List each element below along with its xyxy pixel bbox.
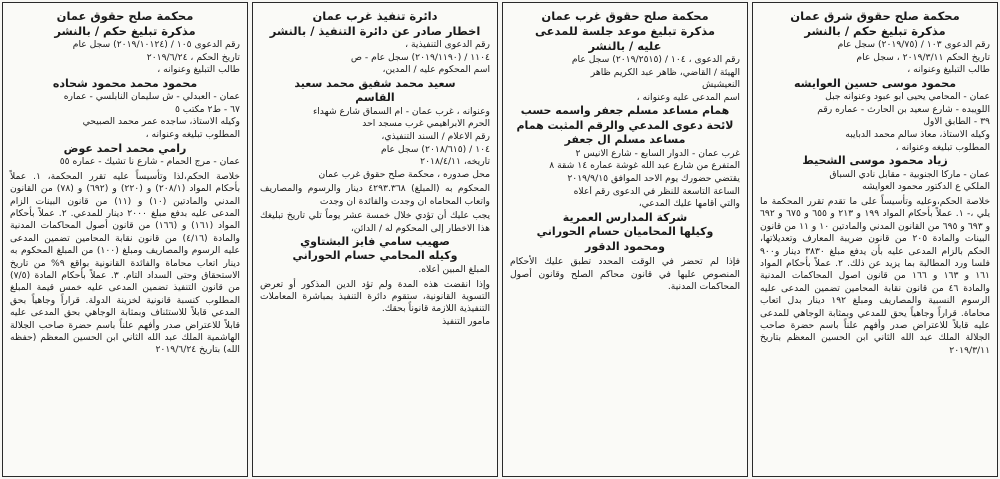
notice-line: مساعد مسلم ال جعفر bbox=[564, 133, 686, 147]
notice-line: رقم الدعوى ١٠٥ / (٢٠١٩/١٠١٢٤) سجل عام bbox=[72, 39, 240, 50]
notice-title: دائرة تنفيذ غرب عمان bbox=[312, 9, 438, 23]
notice-line: ٦٧ - ط٢ مكتب ٥ bbox=[174, 103, 240, 115]
notice-line: المطلوب تبليغه وعنوانه ، bbox=[895, 141, 990, 153]
notice-line: ٣٩ - الطابق الاول bbox=[923, 116, 990, 128]
notice-title: اخطار صادر عن دائرة التنفيذ / بالنشر bbox=[269, 24, 481, 38]
notice-line: يقتضي حضورك يوم الاحد الموافق ٢٠١٩/٩/١٥ bbox=[567, 173, 740, 185]
notice-line: وكيله الاستاذ، ساجده عمر محمد الصبيحي bbox=[82, 116, 240, 128]
notice-line: محمود موسى حسين العوايشه bbox=[793, 76, 957, 90]
notice-line: النعيشيش bbox=[701, 79, 740, 91]
notice-line: اسم المدعى عليه وعنوانه ، bbox=[636, 91, 740, 103]
notice-line: غرب عمان - الدوار السابع - شارع الانيس ٢ bbox=[575, 147, 740, 159]
notice-east-amman-judgment bbox=[752, 2, 998, 477]
notice-line: طالب التبليغ وعنوانه ، bbox=[157, 64, 240, 76]
notice-line: زياد محمود موسى الشحيط bbox=[802, 154, 948, 168]
notice-line: رقم الدعوى ١٠٣ / (٢٠١٩/٧٥) سجل عام bbox=[837, 39, 990, 50]
notice-line: القاسم bbox=[355, 91, 395, 105]
notice-paragraph: خلاصة الحكم،وعليه وتأسيساً على ما تقدم تقرر المحكمة ما يلي ،- ١. عملاً بأحكام المواد ١٩٩ و ٢١٣ و ٦٥٥ و ٦٧٥ و ٦٩٢ و ٦٩٣ و ٦٩٥ من القانون المدني والمادتين ١٠ و ١١ من قانون البينات والمادة ٢٠٥ من قانون ضريبة المعارف وتعديلاتها، الحكم بالزام المدعى عليه بأن يدفع مبلغ ٣٨٣٠ دينار و٩٠٠ فلسا ورد المطالبة بما يزيد عن ذلك. ٢. عملاً بأحكام المواد ١٦١ و ١٦٣ و ١٦٦ من قانون اصول المحاكمات المدنية والمادة ٤٦ من قانون نقابة المحامين تضمين المدعى عليه الرسوم النسبية والمصاريف ومبلغ ١٩٢ دينار بدل اتعاب محاماة. قراراً وجاهياً يحق للمدعي وبمثابة الوجاهي للمدعى عليه قابلاً للاعتراض صدر وأفهم علناً باسم حضرة صاحب الجلالة الملك عبد الله الثاني ابن الحسين المعظم بتاريخ ٢٠١٩/٣/١١ bbox=[760, 195, 991, 356]
notice-line: رامي محمد احمد عوض bbox=[63, 141, 187, 155]
notice-line: مأمور التنفيذ bbox=[442, 315, 490, 327]
notice-line: وعنوانه ، غرب عمان - ام السماق شارع شهداء bbox=[312, 105, 490, 117]
notice-line: رقم الدعوى التنفيذية ، bbox=[405, 39, 490, 50]
notice-west-amman-execution bbox=[252, 2, 498, 477]
notice-title: عليه / بالنشر bbox=[588, 39, 662, 53]
notice-line: ١١٠٤ / (٢٠١٩/١١٩٠) سجل عام - ص bbox=[350, 51, 490, 63]
notice-line: الساعة التاسعة للنظر في الدعوى رقم أعلاه bbox=[573, 185, 740, 197]
notice-line: صهيب سامي فايز البشتاوي bbox=[300, 234, 450, 248]
notice-line: المطلوب تبليغه وعنوانه ، bbox=[145, 129, 240, 141]
notices-page bbox=[2, 2, 998, 477]
notice-west-amman-hearing bbox=[502, 2, 748, 477]
notice-title: مذكرة تبليغ حكم / بالنشر bbox=[54, 24, 196, 38]
notice-paragraph: يجب عليك أن تؤدي خلال خمسة عشر يوماً تلي تاريخ تبليغك هذا الاخطار إلى المحكوم له / الدائن، bbox=[260, 210, 490, 234]
notice-line: الحرم الابراهيمي غرب مسجد احد bbox=[362, 118, 490, 130]
notice-line: لائحة دعوى المدعي والرقم المثبت همام bbox=[516, 118, 734, 132]
notice-line: محل صدوره ، محكمة صلح حقوق غرب عمان bbox=[318, 168, 490, 180]
notice-title: مذكرة تبليغ حكم / بالنشر bbox=[804, 24, 946, 38]
notice-line: تاريخ الحكم ٢٠١٩/٣/١١ ، سجل عام bbox=[856, 51, 990, 63]
notice-paragraph: المحكوم به (المبلغ) ٤٢٩٣.٣٦٨ دينار والرسوم والمصاريف واتعاب المحاماه ان وجدت والفائدة ان وجدت bbox=[260, 183, 490, 207]
notice-line: الهيئة / القاضي، ظاهر عبد الكريم ظاهر bbox=[590, 66, 740, 78]
notice-line: شركة المدارس العمرية bbox=[562, 210, 688, 224]
notice-title: محكمة صلح حقوق عمان bbox=[56, 9, 194, 23]
notice-line: ومحمود الدقور bbox=[584, 239, 665, 253]
notice-line: المبلغ المبين أعلاه. bbox=[418, 263, 490, 275]
notice-line: ١٠٤ / (٢٠١٨/٦١٥) سجل عام bbox=[381, 143, 490, 155]
notice-amman-judgment bbox=[2, 2, 248, 477]
notice-line: رقم الدعوى ، ١٠٤ / (٢٠١٩/٢٥١٥) سجل عام bbox=[571, 54, 740, 65]
notice-line: همام مساعد مسلم جعفر واسمه حسب bbox=[520, 104, 730, 118]
notice-paragraph: فإذا لم تحضر في الوقت المحدد تطبق عليك الأحكام المنصوص عليها في قانون محاكم الصلح وقانون أصول المحاكمات المدنية. bbox=[510, 256, 740, 293]
notice-line: وكيله الاستاذ، معاذ سالم محمد الدبايبه bbox=[845, 129, 990, 141]
notice-line: عمان - العبدلي - ش سليمان النابلسي - عماره bbox=[63, 91, 240, 103]
notice-paragraph: خلاصة الحكم،لذا وتأسيساً عليه تقرر المحكمة، ١. عملاً بأحكام المواد (٢٠٨/١) و (٢٢٠) و (٦٩٢) و (٧٨) من القانون المدني والمادتين (١٠) و (١١) من قانون البينات الزام المدعى عليه بدفع مبلغ ٢٠٠٠ دينار للمدعي. ٢. عملاً بأحكام المواد (١٦١) و (١٦٦) من قانون أصول المحاكمات المدنية والمادة (٤/١٦) من قانون نقابة المحامين تضمين المدعى عليه الرسوم والمصاريف ومبلغ (١٠٠) من المبلغ المحكوم به دينار اتعاب محاماة والفائدة القانونية بواقع ٩% من تاريخ الاستحقاق وحتى السداد التام. ٣. عملاً بأحكام المادة (٧/٥) من قانون التنفيذ تضمين المدعى عليه خمس قيمة المبلغ المطلوب كنسبة قانونية لخزينة الدولة. قراراً وجاهياً بحق المدعي قابلاً للاستئناف وبمثابة الوجاهي بحق المدعى عليه قابلاً للاعتراض صدر وأفهم علناً باسم حضرة صاحب الجلالة الهاشمية الملك عبد الله الثاني ابن الحسين المعظم (حفظه الله) بتاريخ ٢٠١٩/٦/٢٤ bbox=[10, 170, 241, 356]
notice-line: عمان - ماركا الجنوبية - مقابل نادي السباق bbox=[829, 168, 990, 180]
notice-line: والتي أقامها عليك المدعي، bbox=[638, 198, 740, 210]
notice-line: وكيله المحامي حسام الحوراني bbox=[292, 249, 458, 263]
notice-line: المتفرع من شارع عبد الله غوشة عماره ١٤ شقة ٨ bbox=[549, 160, 740, 172]
notice-line: عمان - مرج الحمام - شارع نا تشيك - عماره ٥٥ bbox=[59, 156, 240, 168]
notice-line: محمود محمد محمود شحاده bbox=[52, 76, 198, 90]
notice-line: اللويبده - شارع سعيد بن الحارث - عماره رقم bbox=[817, 103, 990, 115]
notice-line: اسم المحكوم عليه / المدين، bbox=[382, 64, 490, 76]
notice-line: عمان - المحامي يحيى ابو عبود وعنوانه جبل bbox=[825, 91, 990, 103]
notice-title: مذكرة تبليغ موعد جلسة للمدعى bbox=[534, 24, 715, 38]
notice-line: طالب التبليغ وعنوانه ، bbox=[907, 64, 990, 76]
notice-line: تاريخ الحكم ، ٢٠١٩/٦/٢٤ bbox=[146, 51, 240, 63]
notice-line: رقم الاعلام / السند التنفيذي، bbox=[381, 130, 490, 142]
notice-title: محكمة صلح حقوق شرق عمان bbox=[790, 9, 960, 23]
notice-line: الملكي ع الدكتور محمود العوايشه bbox=[862, 181, 990, 193]
notice-paragraph: وإذا انقضت هذه المدة ولم تؤد الدين المذكور أو تعرض التسوية القانونية، ستقوم دائرة التنفيذ بمباشرة المعاملات التنفيذية اللازمة قانوناً بحقك. bbox=[260, 278, 490, 315]
notice-title: محكمة صلح حقوق غرب عمان bbox=[541, 9, 709, 23]
notice-line: سعيد محمد شفيق محمد سعيد bbox=[294, 76, 456, 90]
notice-line: تاريخه، ٢٠١٨/٤/١١ bbox=[420, 156, 490, 168]
notice-line: وكيلها المحاميان حسام الحوراني bbox=[536, 225, 714, 239]
